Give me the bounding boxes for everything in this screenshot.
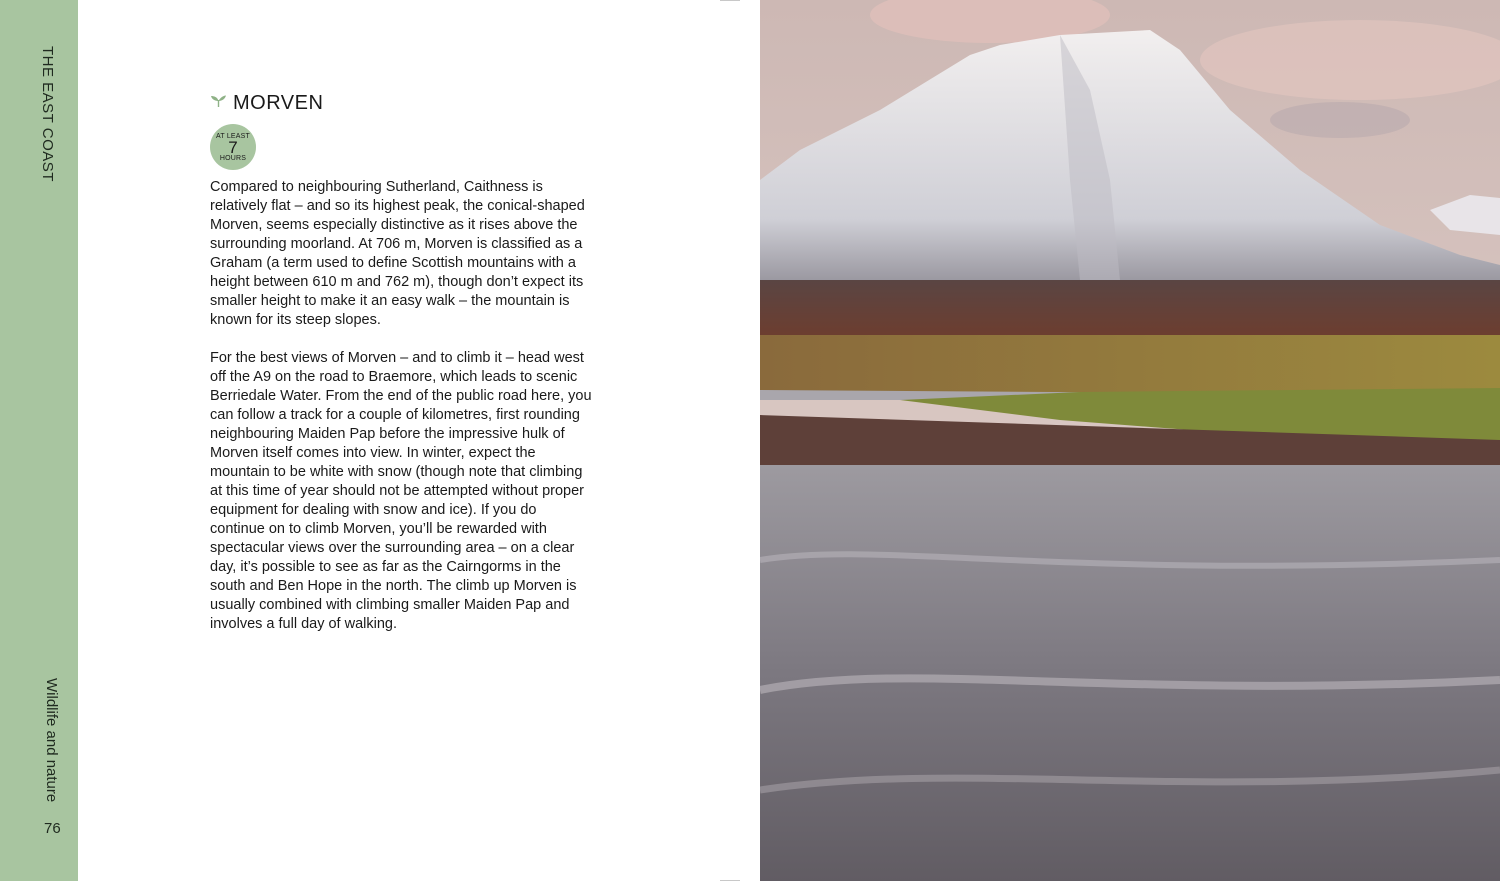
entry-body [210, 178, 595, 653]
sidebar [0, 0, 78, 881]
crop-mark [720, 0, 740, 1]
paragraph: Compared to neighbouring Sutherland, Caithness is relatively flat – and so its highest peak, the conical-shaped Morven, seems especially distinctive as it rises above the surrounding moorland. At 706 m, Morven is classified as a Graham (a term used to define Scottish mountains with a height between 610 m and 762 m), though don’t expect its smaller height to make it an easy walk – the mountain is known for its steep slopes. [210, 179, 585, 328]
duration-badge-bottom: HOURS [219, 154, 247, 162]
duration-badge-number: 7 [228, 137, 238, 157]
entry-title: MORVEN [233, 92, 324, 114]
section-title: THE EAST COAST [39, 46, 56, 182]
paragraph: For the best views of Morven – and to climb it – head west off the A9 on the road to Braemore, which leads to scenic Berriedale Water. From the end of the public road here, you can follow a track for a couple of kilometres, first rounding neighbouring Maiden Pap before the impressive hulk of Morven itself comes into view. In winter, expect the mountain to be white with snow (though note that climbing at this time of year should not be attempted without proper equipment for dealing with snow and ice). If you do continue on to climb Morven, you’ll be rewarded with spectacular views over the surrounding area – on a clear day, it’s possible to see as far as the Cairngorms in the south and Ben Hope in the north. The climb up Morven is usually combined with climbing smaller Maiden Pap and involves a full day of walking. [210, 350, 592, 632]
morven-photo [760, 0, 1500, 881]
page-number: 76 [44, 820, 61, 837]
sprout-icon [210, 94, 227, 113]
duration-badge [210, 124, 256, 170]
duration-badge-top: AT LEAST [215, 132, 251, 140]
entry-heading [210, 92, 323, 115]
chapter-title: Wildlife and nature [43, 678, 60, 803]
